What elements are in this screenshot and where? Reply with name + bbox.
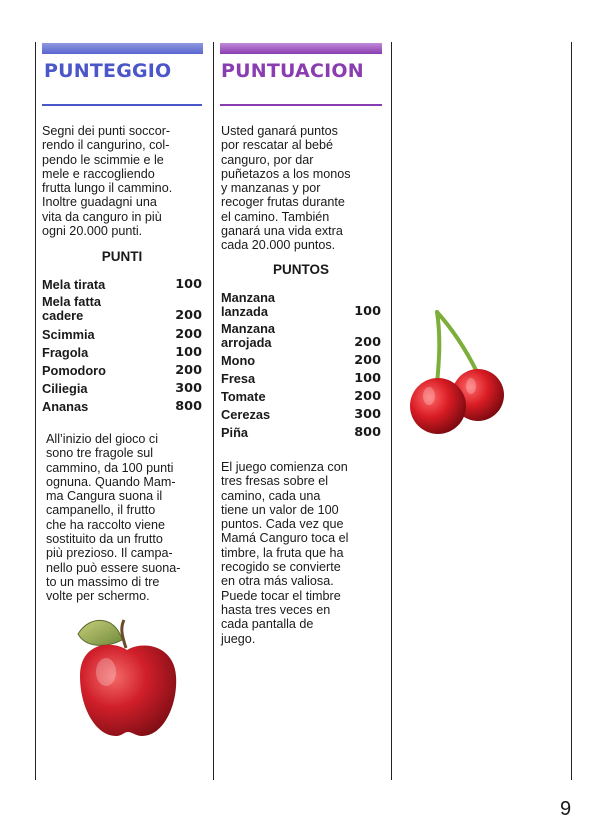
column-divider-1	[35, 42, 36, 780]
cherry-left	[410, 378, 466, 434]
page-number: 9	[560, 798, 572, 820]
spanish-score-row	[221, 372, 381, 386]
spanish-score-name: Fresa	[221, 371, 256, 386]
italian-score-value: 200	[175, 363, 202, 378]
spanish-score-value: 100	[354, 371, 381, 386]
apple-stem	[122, 620, 126, 648]
italian-score-row	[42, 382, 202, 396]
italian-score-row	[42, 400, 202, 414]
spanish-score-row	[221, 354, 381, 368]
italian-score-row	[42, 278, 202, 292]
column-divider-2	[213, 42, 214, 780]
italian-score-name: Pomodoro	[42, 363, 106, 378]
italian-score-name: Ciliegia	[42, 381, 88, 396]
spanish-intro-text: Usted ganará puntos por rescatar al bebé canguro, por dar puñetazos a los monos y manzanas y por recoger frutas durante el camino. También ganará una vida extra cada 20.000 puntos.	[221, 124, 351, 253]
italian-score-value: 800	[175, 399, 202, 414]
italian-score-name: Scimmia	[42, 327, 95, 342]
italian-score-row	[42, 328, 202, 342]
spanish-outro-text: El juego comienza con tres fresas sobre el camino, cada una tiene un valor de 100 puntos. Cada vez que Mamá Canguro toca el timbre, la fruta que ha recogido se convierte en otra más valiosa. Puede tocar el timbre hasta tres veces en cada pantalla de juego.	[221, 460, 349, 646]
italian-score-value: 300	[175, 381, 202, 396]
italian-heading-rule	[42, 104, 202, 106]
italian-score-value: 100	[175, 345, 202, 360]
cherry-stem-right	[437, 312, 477, 372]
spanish-score-value: 100	[354, 304, 381, 319]
italian-score-name: Fragola	[42, 345, 89, 360]
column-divider-3	[391, 42, 392, 780]
italian-score-row	[42, 346, 202, 360]
italian-outro-text: All’inizio del gioco ci sono tre fragole sul cammino, da 100 punti ognuna. Quando Mam- ma Cangura suona il campanello, il frutto che ha raccolto viene sostituito da un frutto più prezioso. Il campa- nello può essere suona- to un massimo di tre volte per schermo.	[46, 432, 181, 604]
spanish-score-name: Manzana lanzada	[221, 290, 276, 319]
spanish-score-name: Manzana arrojada	[221, 321, 276, 350]
spanish-heading: PUNTUACION	[221, 60, 364, 82]
spanish-score-name: Mono	[221, 353, 256, 368]
spanish-score-row	[221, 291, 381, 319]
spanish-score-row	[221, 426, 381, 440]
italian-top-bar	[42, 43, 203, 54]
italian-score-value: 200	[175, 327, 202, 342]
spanish-score-row	[221, 408, 381, 422]
cherries-illustration	[405, 308, 510, 440]
italian-score-row	[42, 364, 202, 378]
italian-intro-text: Segni dei punti soccor- rendo il cangurino, col- pendo le scimmie e le mele e raccogliendo frutta lungo il cammino. Inoltre guadagni una vita da canguro in più ogni 20.000 punti.	[42, 124, 173, 239]
spanish-score-row	[221, 322, 381, 350]
italian-score-name: Mela tirata	[42, 277, 106, 292]
column-divider-4	[571, 42, 572, 780]
spanish-score-name: Cerezas	[221, 407, 271, 422]
spanish-score-name: Tomate	[221, 389, 266, 404]
apple-leaf	[78, 620, 122, 645]
spanish-table-title: PUNTOS	[272, 262, 329, 277]
apple-illustration	[72, 612, 182, 740]
spanish-score-value: 300	[354, 407, 381, 422]
spanish-heading-rule	[220, 104, 382, 106]
spanish-score-value: 800	[354, 425, 381, 440]
spanish-top-bar	[220, 43, 382, 54]
spanish-score-value: 200	[354, 389, 381, 404]
italian-score-value: 100	[175, 277, 202, 292]
spanish-score-row	[221, 390, 381, 404]
italian-heading: PUNTEGGIO	[44, 60, 172, 82]
italian-score-value: 200	[175, 308, 202, 323]
italian-table-title: PUNTI	[101, 249, 143, 264]
spanish-score-value: 200	[354, 353, 381, 368]
spanish-score-name: Piña	[221, 425, 249, 440]
apple-body	[80, 645, 176, 736]
italian-score-row	[42, 295, 202, 323]
italian-score-name: Mela fatta cadere	[42, 294, 102, 323]
cherry-stem-left	[437, 312, 439, 384]
italian-score-name: Ananas	[42, 399, 89, 414]
spanish-score-value: 200	[354, 335, 381, 350]
